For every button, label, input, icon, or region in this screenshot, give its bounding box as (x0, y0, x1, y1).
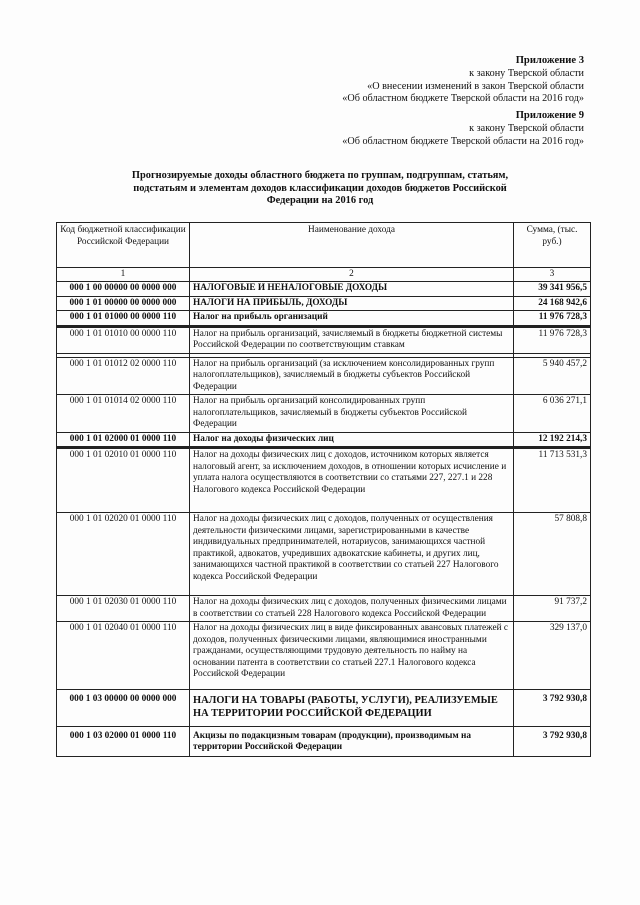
appendix-3-title: Приложение 3 (515, 55, 584, 66)
row-code: 000 1 03 00000 00 0000 000 (57, 689, 190, 726)
table-row (57, 311, 591, 327)
row-amount: 329 137,0 (514, 622, 591, 690)
column-number: 3 (514, 268, 591, 282)
row-code: 000 1 01 02020 01 0000 110 (57, 513, 190, 596)
row-code: 000 1 01 01012 02 0000 110 (57, 357, 190, 395)
row-code: 000 1 01 01014 02 0000 110 (57, 395, 190, 433)
row-amount: 91 737,2 (514, 596, 591, 622)
row-amount: 11 976 728,3 (514, 311, 591, 327)
table-row (57, 622, 591, 690)
row-amount: 39 341 956,5 (514, 282, 591, 297)
header-amount: Сумма, (тыс. руб.) (514, 223, 591, 268)
appendix-3-line: «Об областном бюджете Тверской области на 2016 год» (342, 93, 584, 105)
row-name: Акцизы по подакцизным товарам (продукции), производимым на территории Российской Федерации (190, 726, 514, 756)
appendix-3-line: «О внесении изменений в закон Тверской области (367, 80, 584, 92)
row-name: Налог на доходы физических лиц (190, 432, 514, 448)
row-name: Налог на прибыль организаций консолидированных групп налогоплательщиков, зачисляемый в бюджеты субъектов Российской Федерации (190, 395, 514, 433)
income-table (56, 222, 591, 757)
row-code: 000 1 00 00000 00 0000 000 (57, 282, 190, 297)
row-name: Налог на прибыль организаций (190, 311, 514, 327)
row-code: 000 1 01 02040 01 0000 110 (57, 622, 190, 690)
row-amount: 57 808,8 (514, 513, 591, 596)
column-number-row (57, 268, 591, 282)
row-amount: 11 976 728,3 (514, 326, 591, 353)
header-name: Наименование дохода (190, 223, 514, 268)
row-amount: 5 940 457,2 (514, 357, 591, 395)
table-row (57, 513, 591, 596)
row-name: Налог на прибыль организаций (за исключением консолидированных групп налогоплательщиков), зачисляемый в бюджеты субъектов Российской Федерации (190, 357, 514, 395)
row-amount: 3 792 930,8 (514, 689, 591, 726)
row-amount: 11 713 531,3 (514, 448, 591, 513)
table-row (57, 395, 591, 433)
appendix-9-line: «Об областном бюджете Тверской области на 2016 год» (342, 135, 584, 147)
row-name: Налог на прибыль организаций, зачисляемый в бюджеты бюджетной системы Российской Федерации по соответствующим ставкам (190, 326, 514, 353)
table-row (57, 596, 591, 622)
row-code: 000 1 01 02010 01 0000 110 (57, 448, 190, 513)
table-row (57, 689, 591, 726)
row-name: Налог на доходы физических лиц с доходов, источником которых является налоговый агент, за исключением доходов, в отношении которых исчисление и уплата налога осуществляются в соответствии со статьями 227, 227.1 и 228 Налогового кодекса Российской Федерации (190, 448, 514, 513)
column-number: 1 (57, 268, 190, 282)
row-name: Налог на доходы физических лиц с доходов, полученных физическими лицами в соответствии со статьей 228 Налогового кодекса Российской Федерации (190, 596, 514, 622)
row-code: 000 1 01 01000 00 0000 110 (57, 311, 190, 327)
table-row (57, 726, 591, 756)
column-number: 2 (190, 268, 514, 282)
table-row (57, 357, 591, 395)
table-row (57, 282, 591, 297)
row-name: НАЛОГИ НА ТОВАРЫ (РАБОТЫ, УСЛУГИ), РЕАЛИЗУЕМЫЕ НА ТЕРРИТОРИИ РОССИЙСКОЙ ФЕДЕРАЦИИ (190, 689, 514, 726)
document-title: Прогнозируемые доходы областного бюджета по группам, подгруппам, статьям, подстатьям и элементам доходов классификации доходов бюджетов Российской Федерации на 2016 год (131, 170, 509, 207)
table-row (57, 296, 591, 311)
row-amount: 3 792 930,8 (514, 726, 591, 756)
appendix-9-header (342, 110, 584, 148)
row-code: 000 1 01 01010 00 0000 110 (57, 326, 190, 353)
header-code: Код бюджетной классификации Российской Федерации (57, 223, 190, 268)
row-name: Налог на доходы физических лиц с доходов, полученных от осуществления деятельности физическими лицами, зарегистрированными в качестве индивидуальных предпринимателей, нотариусов, занимающихся частной практикой, адвокатов, учредивших адвокатские кабинеты, и других лиц, занимающихся частной практикой в соответствии со статьей 227 Налогового кодекса Российской Федерации (190, 513, 514, 596)
row-code: 000 1 01 02000 01 0000 110 (57, 432, 190, 448)
row-amount: 6 036 271,1 (514, 395, 591, 433)
row-name: НАЛОГОВЫЕ И НЕНАЛОГОВЫЕ ДОХОДЫ (190, 282, 514, 297)
row-code: 000 1 03 02000 01 0000 110 (57, 726, 190, 756)
appendix-9-line: к закону Тверской области (469, 123, 584, 135)
row-code: 000 1 01 00000 00 0000 000 (57, 296, 190, 311)
table-row (57, 448, 591, 513)
row-name: НАЛОГИ НА ПРИБЫЛЬ, ДОХОДЫ (190, 296, 514, 311)
row-code: 000 1 01 02030 01 0000 110 (57, 596, 190, 622)
row-name: Налог на доходы физических лиц в виде фиксированных авансовых платежей с доходов, полученных физическими лицами, являющимися иностранными гражданами, осуществляющими трудовую деятельность по найму на основании патента в соответствии со статьей 227.1 Налогового кодекса Российской Федерации (190, 622, 514, 690)
table-row (57, 326, 591, 353)
row-amount: 24 168 942,6 (514, 296, 591, 311)
appendix-3-line: к закону Тверской области (469, 68, 584, 80)
table-row (57, 432, 591, 448)
appendix-3-header (342, 55, 584, 106)
appendix-9-title: Приложение 9 (515, 110, 584, 121)
row-amount: 12 192 214,3 (514, 432, 591, 448)
